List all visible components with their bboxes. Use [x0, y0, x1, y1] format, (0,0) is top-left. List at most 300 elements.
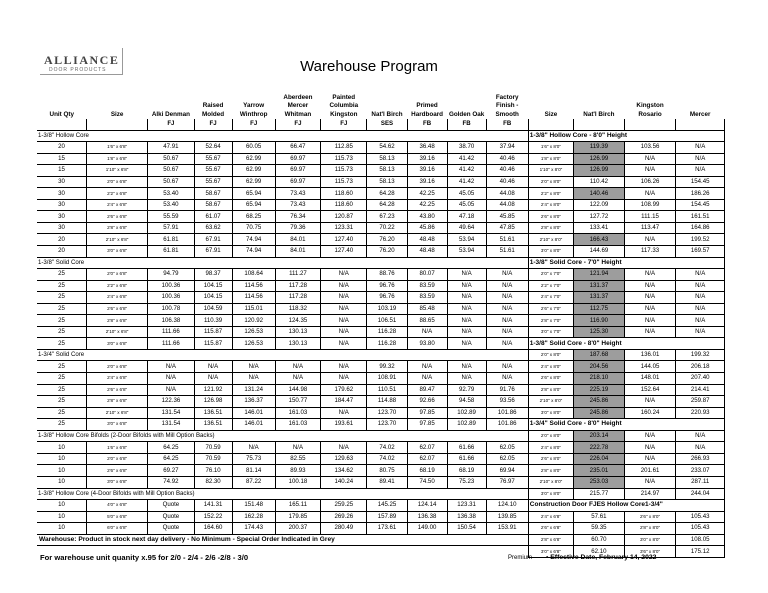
right-price-cell: 144.05 [624, 361, 676, 373]
right-size-cell: 1'6" x 8'0" [528, 142, 573, 154]
price-cell: 67.91 [194, 234, 232, 246]
price-cell: N/A [447, 292, 486, 304]
right-price-cell: 175.12 [676, 546, 725, 558]
price-cell: 129.63 [321, 453, 367, 465]
table-row [37, 165, 725, 177]
price-cell: 52.64 [194, 142, 232, 154]
price-cell: 61.81 [148, 246, 194, 258]
table-row [37, 257, 725, 269]
size-cell: 2'8" x 6'8" [87, 315, 148, 327]
price-cell: 162.28 [232, 511, 275, 523]
unit-qty-cell: 25 [37, 292, 87, 304]
price-cell: 87.22 [232, 476, 275, 488]
size-cell: 2'10" x 6'8" [87, 234, 148, 246]
right-price-cell: N/A [676, 165, 725, 177]
price-cell: 47.18 [447, 211, 486, 223]
price-cell: 174.43 [232, 523, 275, 535]
price-cell: 70.22 [367, 222, 407, 234]
table-row [37, 153, 725, 165]
unit-qty-cell: 30 [37, 188, 87, 200]
price-cell: 124.10 [486, 500, 528, 512]
price-cell: 61.66 [447, 453, 486, 465]
subheader-cell: FJ [275, 119, 320, 130]
size-cell: 4'0" x 6'8" [87, 500, 148, 512]
price-cell: 200.37 [275, 523, 320, 535]
subheader-cell: FJ [148, 119, 194, 130]
unit-qty-cell: 25 [37, 373, 87, 385]
table-row [37, 130, 725, 142]
table-row [37, 396, 725, 408]
right-price-cell: 111.15 [624, 211, 676, 223]
price-cell: 139.85 [486, 511, 528, 523]
right-price-cell: N/A [624, 165, 676, 177]
right-price-cell: 60.70 [574, 534, 625, 546]
price-cell: 49.64 [447, 222, 486, 234]
price-cell: 54.62 [367, 142, 407, 154]
warehouse-note: Warehouse: Product in stock next day delivery - No Minimum - Special Order Indicated in Grey [37, 534, 528, 546]
price-cell: 164.60 [194, 523, 232, 535]
price-cell: N/A [321, 373, 367, 385]
right-size-cell: 2'0" x 8'0" [528, 430, 573, 442]
price-cell: 110.39 [194, 315, 232, 327]
price-cell: N/A [486, 326, 528, 338]
unit-qty-cell: 25 [37, 396, 87, 408]
price-cell: 44.08 [486, 199, 528, 211]
price-cell: 75.23 [447, 476, 486, 488]
size-cell: 2'0" x 6'8" [87, 453, 148, 465]
price-cell: 173.61 [367, 523, 407, 535]
price-cell: 42.25 [407, 199, 447, 211]
price-cell: N/A [486, 269, 528, 281]
right-price-cell: 105.43 [676, 523, 725, 535]
price-cell: N/A [232, 442, 275, 454]
price-cell: 108.64 [232, 269, 275, 281]
table-row [37, 292, 725, 304]
price-cell: 51.61 [486, 234, 528, 246]
table-row [37, 315, 725, 327]
price-cell: 67.91 [194, 246, 232, 258]
right-price-cell: 259.87 [676, 396, 725, 408]
price-cell: 127.40 [321, 234, 367, 246]
price-cell: 37.94 [486, 142, 528, 154]
col-header-unit-qty: Unit Qty [49, 110, 75, 118]
price-cell: 88.76 [367, 269, 407, 281]
price-cell: 44.08 [486, 188, 528, 200]
right-price-cell: 207.40 [676, 373, 725, 385]
price-cell: 89.93 [275, 465, 320, 477]
unit-qty-cell: 25 [37, 303, 87, 315]
price-cell: 55.67 [194, 176, 232, 188]
table-row [37, 476, 725, 488]
right-size-cell: 2'8" x 7'0" [528, 315, 573, 327]
right-price-cell: N/A [624, 303, 676, 315]
price-cell: 104.59 [194, 303, 232, 315]
table-row [37, 234, 725, 246]
right-price-cell: 244.04 [676, 488, 725, 500]
price-cell: 131.54 [148, 407, 194, 419]
right-price-cell: N/A [676, 142, 725, 154]
right-price-cell: N/A [624, 153, 676, 165]
price-cell: 93.80 [407, 338, 447, 350]
right-price-cell: N/A [624, 269, 676, 281]
price-cell: 130.13 [275, 326, 320, 338]
right-size-cell: 2'10" x 8'0" [528, 234, 573, 246]
logo-text: ALLIANCE [44, 53, 120, 67]
price-cell: 51.61 [486, 246, 528, 258]
price-cell: 61.07 [194, 211, 232, 223]
size-cell: 2'4" x 6'8" [87, 292, 148, 304]
price-cell: 53.94 [447, 246, 486, 258]
price-cell: N/A [321, 292, 367, 304]
subheader-cell: SES [367, 119, 407, 130]
right-price-cell: 131.37 [574, 292, 625, 304]
price-cell: 76.97 [486, 476, 528, 488]
right-size-cell: 2'4" x 8'0" [528, 442, 573, 454]
price-cell: 40.46 [486, 165, 528, 177]
price-cell: 259.25 [321, 500, 367, 512]
price-cell: 122.36 [148, 396, 194, 408]
price-cell: N/A [486, 315, 528, 327]
size-cell: 3'0" x 6'8" [87, 338, 148, 350]
price-cell: 58.13 [367, 153, 407, 165]
right-price-cell: 226.04 [574, 453, 625, 465]
subheader-cell: FJ [321, 119, 367, 130]
price-cell: 123.31 [447, 500, 486, 512]
right-price-cell: N/A [624, 453, 676, 465]
unit-qty-cell: 25 [37, 384, 87, 396]
right-price-cell: N/A [624, 442, 676, 454]
right-price-cell: 233.07 [676, 465, 725, 477]
price-cell: 118.32 [275, 303, 320, 315]
right-price-cell: 245.86 [574, 407, 625, 419]
size-cell: 3'0" x 6'8" [87, 246, 148, 258]
table-row [37, 199, 725, 211]
price-cell: 70.59 [194, 453, 232, 465]
unit-qty-cell: 10 [37, 476, 87, 488]
price-cell: 82.30 [194, 476, 232, 488]
right-size-cell: 2'2" x 7'0" [528, 280, 573, 292]
size-cell: 1'6" x 6'8" [87, 442, 148, 454]
price-cell: 43.80 [407, 211, 447, 223]
price-cell: 115.73 [321, 165, 367, 177]
price-cell: 100.36 [148, 292, 194, 304]
table-row [37, 373, 725, 385]
right-price-cell: 204.56 [574, 361, 625, 373]
right-size-cell: 1'8" x 8'0" [528, 153, 573, 165]
price-cell: 152.22 [194, 511, 232, 523]
right-price-cell: 117.33 [624, 246, 676, 258]
price-cell: 184.47 [321, 396, 367, 408]
unit-qty-cell: 20 [37, 246, 87, 258]
price-cell: N/A [148, 361, 194, 373]
price-cell: 42.25 [407, 188, 447, 200]
size-cell: 2'6" x 6'8" [87, 465, 148, 477]
price-cell: N/A [148, 384, 194, 396]
price-cell: N/A [447, 269, 486, 281]
right-price-cell: 220.93 [676, 407, 725, 419]
price-cell: N/A [447, 361, 486, 373]
right-price-cell: 166.43 [574, 234, 625, 246]
price-cell: 81.14 [232, 465, 275, 477]
price-cell: 106.51 [367, 315, 407, 327]
right-section-title: Construction Door FJES Hollow Core1-3/4" [528, 500, 724, 512]
subheader-cell: FB [447, 119, 486, 130]
price-cell: N/A [321, 315, 367, 327]
price-cell: 74.94 [232, 246, 275, 258]
right-size-cell: 1'10" x 8'0" [528, 165, 573, 177]
price-cell: 126.53 [232, 326, 275, 338]
size-cell: 2'6" x 6'8" [87, 303, 148, 315]
price-cell: 47.91 [148, 142, 194, 154]
price-cell: 97.85 [407, 419, 447, 431]
price-cell: N/A [321, 269, 367, 281]
size-cell: 2'2" x 6'8" [87, 188, 148, 200]
col-header: Golden Oak [448, 110, 485, 118]
right-price-cell: 126.99 [574, 165, 625, 177]
table-row [37, 523, 725, 535]
price-cell: 48.48 [407, 246, 447, 258]
price-cell: 74.02 [367, 442, 407, 454]
price-cell: N/A [321, 280, 367, 292]
price-cell: 45.05 [447, 188, 486, 200]
price-cell: 146.01 [232, 407, 275, 419]
right-price-cell: N/A [676, 292, 725, 304]
price-cell: 117.28 [275, 280, 320, 292]
price-cell: 41.42 [447, 165, 486, 177]
right-size-cell: 3'0" x 8'0" [528, 246, 573, 258]
subheader-blank [624, 119, 676, 130]
right-price-cell: N/A [676, 280, 725, 292]
price-cell: 112.85 [321, 142, 367, 154]
right-price-cell: N/A [624, 476, 676, 488]
price-cell: N/A [486, 373, 528, 385]
right-price-cell: 110.42 [574, 176, 625, 188]
price-cell: 96.76 [367, 280, 407, 292]
col-header: Factory Finish - Smooth [495, 93, 519, 118]
subheader-blank [676, 119, 725, 130]
price-cell: N/A [447, 280, 486, 292]
right-price-cell: 103.56 [624, 142, 676, 154]
right-size-cell: 2'4" x 7'0" [528, 292, 573, 304]
price-cell: 53.94 [447, 234, 486, 246]
price-cell: 88.65 [407, 315, 447, 327]
price-cell: 118.60 [321, 188, 367, 200]
section-title: 1-3/8" Hollow Core (4-Door Bifolds with Mill Option Backs) [37, 488, 528, 500]
right-price-cell: 187.68 [574, 349, 625, 361]
price-cell: 62.05 [486, 442, 528, 454]
unit-qty-cell: 30 [37, 176, 87, 188]
price-cell: 146.01 [232, 419, 275, 431]
table-row [37, 142, 725, 154]
price-cell: 104.15 [194, 280, 232, 292]
price-cell: 55.67 [194, 165, 232, 177]
table-row [37, 326, 725, 338]
unit-qty-cell: 10 [37, 523, 87, 535]
right-price-cell: 214.97 [624, 488, 676, 500]
price-cell: 73.43 [275, 188, 320, 200]
right-price-cell: 199.32 [676, 349, 725, 361]
col-header: Nat'l Birch [583, 110, 615, 118]
right-price-cell: N/A [624, 188, 676, 200]
unit-qty-cell: 10 [37, 442, 87, 454]
price-cell: 93.56 [486, 396, 528, 408]
price-cell: N/A [148, 373, 194, 385]
price-cell: 110.51 [367, 384, 407, 396]
price-cell: Quote [148, 523, 194, 535]
size-cell: 2'0" x 6'8" [87, 361, 148, 373]
price-cell: 115.87 [194, 338, 232, 350]
table-row [37, 407, 725, 419]
price-cell: 53.40 [148, 188, 194, 200]
price-cell: N/A [194, 361, 232, 373]
unit-qty-cell: 10 [37, 511, 87, 523]
right-price-cell: 127.72 [574, 211, 625, 223]
price-cell: N/A [275, 373, 320, 385]
unit-qty-cell: 25 [37, 338, 87, 350]
price-cell: 89.41 [367, 476, 407, 488]
unit-qty-cell: 25 [37, 315, 87, 327]
right-size-cell: 2'6" x 7'0" [528, 303, 573, 315]
price-cell: N/A [321, 361, 367, 373]
price-cell: 136.51 [194, 407, 232, 419]
price-cell: 80.07 [407, 269, 447, 281]
price-cell: 55.67 [194, 153, 232, 165]
price-cell: 64.25 [148, 453, 194, 465]
price-cell: 102.89 [447, 419, 486, 431]
price-cell: 116.28 [367, 326, 407, 338]
size-cell: 2'0" x 6'8" [87, 176, 148, 188]
price-cell: N/A [447, 315, 486, 327]
col-header: Raised Molded [202, 102, 225, 118]
price-cell: 62.99 [232, 165, 275, 177]
price-cell: N/A [194, 373, 232, 385]
right-price-cell: 287.11 [676, 476, 725, 488]
table-row [37, 188, 725, 200]
price-cell: N/A [407, 361, 447, 373]
right-price-cell: N/A [676, 269, 725, 281]
right-size-cell: 2'10" x 8'0" [528, 396, 573, 408]
price-cell: 97.85 [407, 407, 447, 419]
right-price-cell: 199.52 [676, 234, 725, 246]
right-price-cell: 113.47 [624, 222, 676, 234]
price-cell: N/A [486, 292, 528, 304]
price-cell: 100.18 [275, 476, 320, 488]
price-cell: 36.48 [407, 142, 447, 154]
right-price-cell: 108.05 [676, 534, 725, 546]
right-price-cell: 203.14 [574, 430, 625, 442]
price-cell: 75.73 [232, 453, 275, 465]
price-cell: 179.62 [321, 384, 367, 396]
price-cell: 136.38 [447, 511, 486, 523]
price-cell: 123.70 [367, 419, 407, 431]
table-row [37, 488, 725, 500]
right-size-cell: 3'0" x 8'0" [528, 407, 573, 419]
table-row [37, 534, 725, 546]
right-size-cell: 2'4" x 8'0" [528, 361, 573, 373]
size-cell: 2'4" x 6'8" [87, 199, 148, 211]
price-cell: 124.35 [275, 315, 320, 327]
price-cell: 60.05 [232, 142, 275, 154]
right-size-cell: 2'6" x 6'8" [528, 523, 573, 535]
size-cell: 1'10" x 6'8" [87, 165, 148, 177]
price-cell: N/A [486, 280, 528, 292]
price-cell: 68.19 [447, 465, 486, 477]
price-cell: N/A [407, 373, 447, 385]
price-cell: 123.31 [321, 222, 367, 234]
col-header: Mercer [689, 110, 711, 118]
right-price-cell: N/A [676, 315, 725, 327]
unit-qty-cell: 25 [37, 269, 87, 281]
price-cell: 61.66 [447, 442, 486, 454]
unit-qty-cell: 25 [37, 361, 87, 373]
price-cell: 100.78 [148, 303, 194, 315]
price-cell: 74.50 [407, 476, 447, 488]
price-cell: N/A [486, 303, 528, 315]
price-cell: 65.94 [232, 188, 275, 200]
right-price-cell: 108.99 [624, 199, 676, 211]
price-cell: 62.07 [407, 442, 447, 454]
subheader-cell: FB [407, 119, 447, 130]
price-cell: 131.24 [232, 384, 275, 396]
col-header-size: Size [544, 110, 558, 118]
col-header: Primed Hardboard [411, 102, 443, 118]
price-cell: 98.37 [194, 269, 232, 281]
unit-qty-cell: 30 [37, 199, 87, 211]
table-row [37, 453, 725, 465]
price-cell: 115.87 [194, 326, 232, 338]
unit-qty-cell: 25 [37, 280, 87, 292]
price-cell: 67.23 [367, 211, 407, 223]
price-cell: 50.67 [148, 153, 194, 165]
size-cell: 2'8" x 6'8" [87, 222, 148, 234]
price-cell: 76.20 [367, 246, 407, 258]
price-cell: 115.01 [232, 303, 275, 315]
right-section-title: 1-3/8" Solid Core - 8'0" Height [528, 338, 724, 350]
price-cell: 103.19 [367, 303, 407, 315]
col-header: Alki Denman [151, 110, 190, 118]
price-cell: 76.34 [275, 211, 320, 223]
price-cell: 92.79 [447, 384, 486, 396]
effective-date: • Effective Date, February 14, 2022 [546, 554, 657, 561]
right-price-cell: N/A [676, 326, 725, 338]
price-cell: 161.03 [275, 419, 320, 431]
subheader-blank [528, 119, 573, 130]
price-cell: 126.98 [194, 396, 232, 408]
price-cell: 150.77 [275, 396, 320, 408]
right-size-cell: 2'4" x 6'8" [528, 511, 573, 523]
price-cell: N/A [321, 338, 367, 350]
right-price-cell: N/A [676, 303, 725, 315]
price-cell: N/A [447, 338, 486, 350]
right-price-cell: N/A [676, 430, 725, 442]
price-cell: 45.86 [407, 222, 447, 234]
right-price-cell: 3'6" x 8'0" [624, 546, 676, 558]
price-cell: 193.61 [321, 419, 367, 431]
price-cell: 269.26 [321, 511, 367, 523]
right-size-cell: 2'8" x 8'0" [528, 465, 573, 477]
price-cell: 106.38 [148, 315, 194, 327]
size-cell: 2'10" x 6'8" [87, 326, 148, 338]
price-cell: N/A [447, 373, 486, 385]
price-cell: Quote [148, 511, 194, 523]
right-price-cell: 126.99 [574, 153, 625, 165]
price-cell: 76.20 [367, 234, 407, 246]
right-price-cell: 161.51 [676, 211, 725, 223]
right-price-cell: 125.30 [574, 326, 625, 338]
price-cell: N/A [232, 361, 275, 373]
right-price-cell: 206.18 [676, 361, 725, 373]
price-cell: 58.67 [194, 199, 232, 211]
